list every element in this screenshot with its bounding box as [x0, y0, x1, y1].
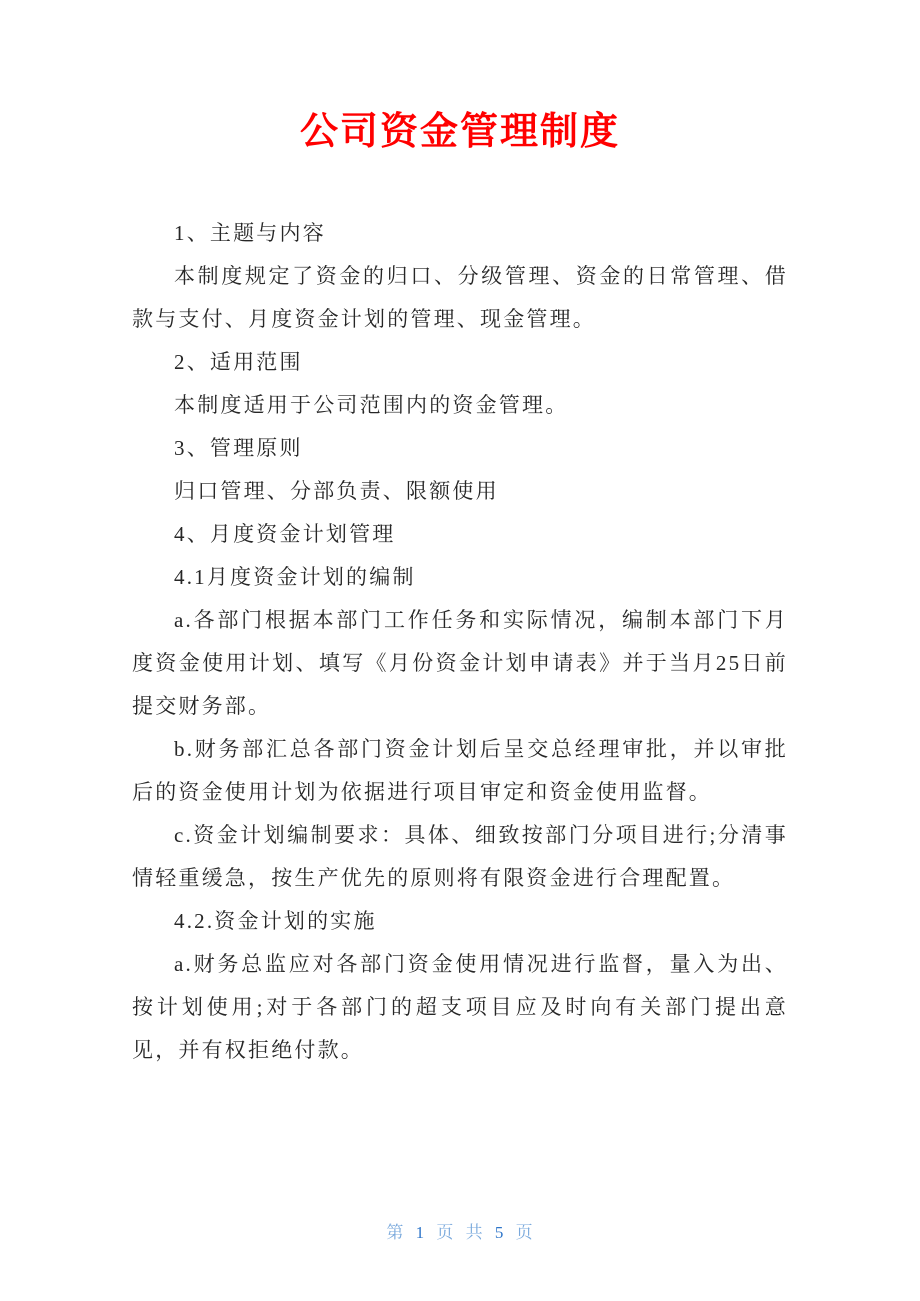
- paragraph-section-1-text: 本制度规定了资金的归口、分级管理、资金的日常管理、借款与支付、月度资金计划的管理、现金管理。: [132, 263, 788, 331]
- paragraph-section-4-heading: 4、月度资金计划管理: [174, 521, 396, 546]
- paragraph-section-3-text: 归口管理、分部负责、限额使用: [174, 478, 499, 503]
- paragraph-section-2-text: 本制度适用于公司范围内的资金管理。: [174, 392, 569, 417]
- document-title: 公司资金管理制度: [299, 111, 620, 153]
- footer-page-number: 1: [415, 1223, 426, 1242]
- footer-page-label: 页: [436, 1223, 455, 1242]
- paragraph-section-2-heading: 2、适用范围: [174, 349, 303, 374]
- footer-suffix-label: 页: [515, 1223, 534, 1242]
- paragraph-section-1-heading: 1、主题与内容: [174, 220, 326, 245]
- paragraph-section-4-1-item-b: b.财务部汇总各部门资金计划后呈交总经理审批，并以审批后的资金使用计划为依据进行项目审定和资金使用监督。: [132, 736, 788, 804]
- paragraph-section-4-1-item-c: c.资金计划编制要求：具体、细致按部门分项目进行;分清事情轻重缓急，按生产优先的原则将有限资金进行合理配置。: [132, 822, 788, 890]
- paragraph-section-4-2-heading: 4.2.资金计划的实施: [174, 908, 377, 933]
- footer-page-total: 5: [494, 1223, 505, 1242]
- paragraph-section-4-1-heading: 4.1月度资金计划的编制: [174, 564, 416, 589]
- document-body: [0, 212, 920, 1072]
- paragraph-section-3-heading: 3、管理原则: [174, 435, 303, 460]
- footer-prefix-label: 第: [386, 1223, 405, 1242]
- paragraph-section-4-1-item-a: a.各部门根据本部门工作任务和实际情况，编制本部门下月度资金使用计划、填写《月份资金计划申请表》并于当月25日前提交财务部。: [132, 607, 788, 718]
- page-footer: [0, 1218, 920, 1248]
- footer-of-label: 共: [465, 1223, 484, 1242]
- paragraph-section-4-2-item-a: a.财务总监应对各部门资金使用情况进行监督，量入为出、按计划使用;对于各部门的超支项目应及时向有关部门提出意见，并有权拒绝付款。: [132, 951, 788, 1062]
- document-page: [0, 110, 920, 1301]
